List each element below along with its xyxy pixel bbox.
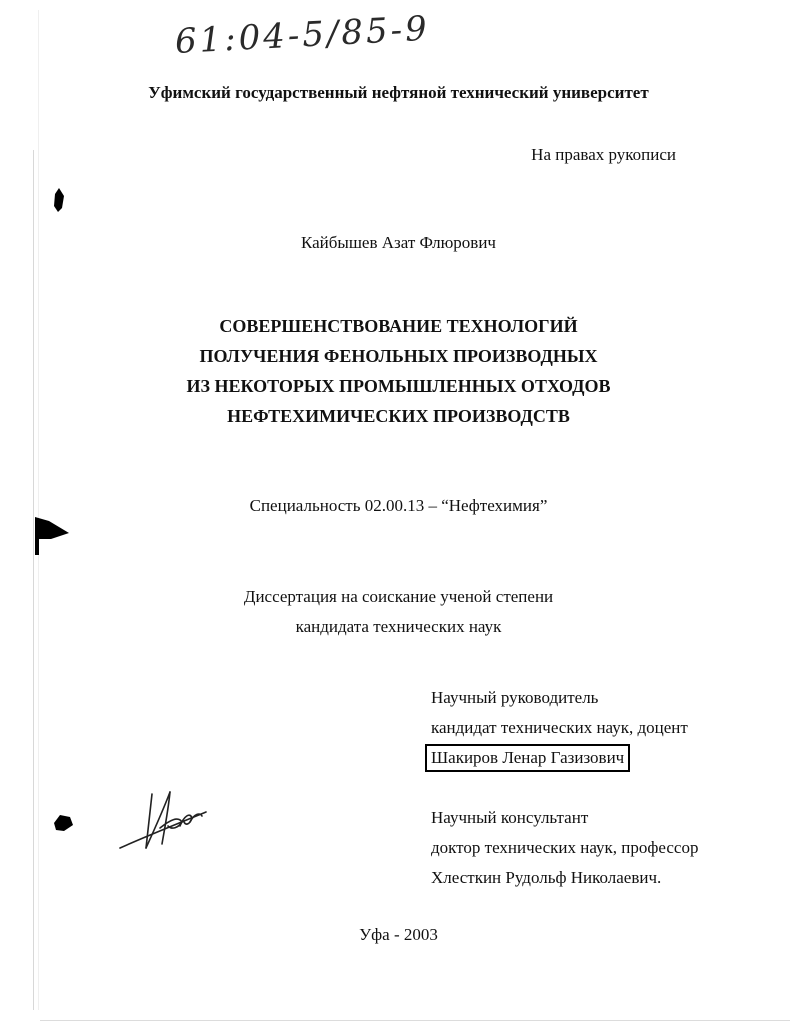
scan-margin-line: [33, 150, 34, 1010]
scan-blot-mark: [52, 188, 66, 212]
title-line: НЕФТЕХИМИЧЕСКИХ ПРОИЗВОДСТВ: [227, 406, 570, 426]
title-line: ИЗ НЕКОТОРЫХ ПРОМЫШЛЕННЫХ ОТХОДОВ: [186, 376, 611, 396]
consultant-role: Научный консультант: [431, 808, 589, 827]
supervisor-block: [431, 683, 688, 773]
consultant-degree: доктор технических наук, профессор: [431, 838, 699, 857]
scan-bottom-line: [40, 1020, 790, 1021]
scan-dot-mark: [52, 813, 74, 833]
supervisor-degree: кандидат технических наук, доцент: [431, 718, 688, 737]
dissertation-title: [0, 311, 797, 431]
degree-statement: [0, 582, 797, 642]
consultant-block: [431, 803, 698, 893]
manuscript-rights-note: На правах рукописи: [531, 145, 676, 164]
consultant-name: Хлесткин Рудольф Николаевич.: [431, 868, 662, 887]
city-year: Уфа - 2003: [359, 925, 438, 944]
title-line: ПОЛУЧЕНИЯ ФЕНОЛЬНЫХ ПРОИЗВОДНЫХ: [199, 346, 598, 366]
handwritten-signature: [112, 782, 212, 854]
binding-flag-mark: [35, 515, 69, 555]
title-line: СОВЕРШЕНСТВОВАНИЕ ТЕХНОЛОГИЙ: [219, 316, 578, 336]
specialty-line: Специальность 02.00.13 – “Нефтехимия”: [249, 496, 548, 515]
university-name: Уфимский государственный нефтяной технический университет: [148, 83, 649, 102]
degree-line-1: Диссертация на соискание ученой степени: [243, 587, 554, 606]
author-name: Кайбышев Азат Флюрович: [301, 233, 496, 252]
supervisor-role: Научный руководитель: [431, 688, 599, 707]
degree-line-2: кандидата технических наук: [295, 617, 502, 636]
supervisor-name: Шакиров Ленар Газизович: [425, 744, 630, 772]
handwritten-catalog-number: 61:04-5/85-9: [173, 8, 431, 62]
